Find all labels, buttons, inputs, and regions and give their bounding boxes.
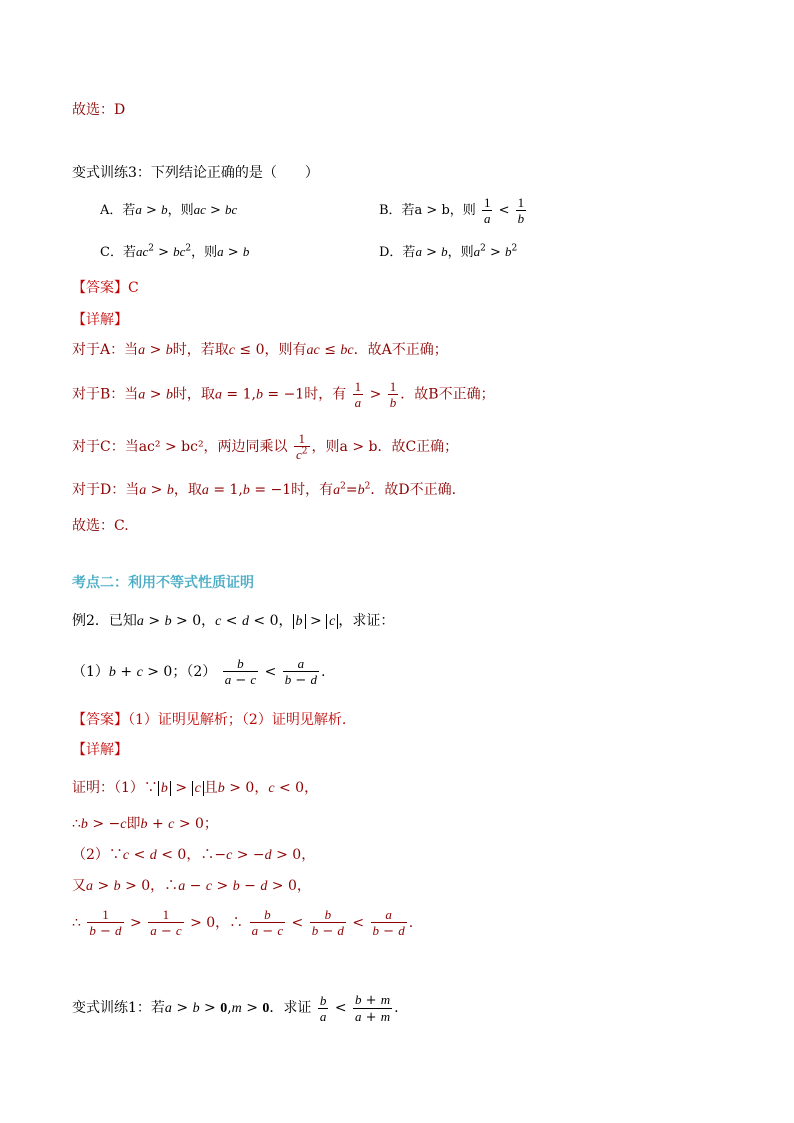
gu-xuan-prev: 故选：D bbox=[72, 102, 126, 118]
option-a: A．若a > b，则ac > bc bbox=[100, 202, 238, 218]
option-b-prefix: B．若a > b，则 bbox=[379, 203, 476, 218]
section-heading-2: 考点二：利用不等式性质证明 bbox=[72, 575, 254, 591]
fraction-a-over-b-minus-d-2: $\frac{a}{b - d}$ bbox=[372, 907, 405, 939]
fraction-1-over-a: $\frac{1}{a}$ bbox=[483, 195, 491, 226]
fraction-1-over-b-b: $\frac{1}{b}$ bbox=[389, 379, 397, 410]
example-2-parts: （1）b + c > 0；（2） $\frac{b}{a - c}$ < $\frac{a}{b - d}$ . bbox=[72, 656, 326, 688]
bianshi3-title: 变式训练3：下列结论正确的是（ ） bbox=[72, 165, 319, 181]
explain-b: 对于B：当a > b时，取a = 1,b = −1时，有 $\frac{1}{a}$ > $\frac{1}{b}$ ．故B不正确； bbox=[72, 379, 495, 410]
fraction-1-over-b: $\frac{1}{b}$ bbox=[517, 195, 525, 226]
example-2: 例2．已知a > b > 0，c < d < 0， b > c ，求证： bbox=[72, 613, 395, 629]
fraction-1-over-a-b: $\frac{1}{a}$ bbox=[354, 379, 362, 410]
fraction-1-over-a-minus-c: $\frac{1}{a - c}$ bbox=[150, 907, 182, 939]
fraction-b-over-a-minus-c: $\frac{b}{a - c}$ bbox=[224, 656, 257, 688]
proof-line-3: （2）∵c < d < 0，∴−c > −d > 0， bbox=[72, 847, 316, 863]
explain-c-prefix: 对于C：当ac² > bc²，两边同乘以 bbox=[72, 439, 288, 455]
fraction-b-over-a-minus-c-2: $\frac{b}{a - c}$ bbox=[251, 907, 284, 939]
proof-line-1: 证明：（1）∵ b > c 且b > 0，c < 0， bbox=[72, 780, 319, 796]
fraction-b-plus-m-over-a-plus-m: $\frac{b + m}{a + m}$ bbox=[355, 991, 391, 1025]
explain-d: 对于D：当a > b，取a = 1,b = −1时，有$a^2=b^2$．故D不正确. bbox=[72, 481, 457, 498]
answer-label-1: 【答案】C bbox=[72, 280, 139, 296]
option-c: C．若$ac^2 > bc^2$，则a > b bbox=[100, 243, 250, 260]
bianshi1: 变式训练1：若a > b > 0,m > 0．求证 $\frac{b}{a}$ < $\frac{b + m}{a + m}$ . bbox=[72, 991, 399, 1025]
proof-line-5: ∴ $\frac{1}{b - d}$ > $\frac{1}{a - c}$ > 0，∴ $\frac{b}{a - c}$ < $\frac{b}{b - d}$ < $\frac{a}{b - d}$ . bbox=[72, 907, 414, 939]
detail-label-1: 【详解】 bbox=[72, 312, 128, 328]
gu-xuan-c: 故选：C. bbox=[72, 518, 129, 534]
explain-a: 对于A：当a > b时，若取c ≤ 0，则有ac ≤ bc．故A不正确； bbox=[72, 342, 448, 358]
fraction-b-over-a: $\frac{b}{a}$ bbox=[319, 992, 327, 1024]
option-b: B．若a > b，则 $\frac{1}{a}$ < $\frac{1}{b}$ bbox=[379, 195, 525, 226]
option-d: D．若a > b，则$a^2 > b^2$ bbox=[379, 243, 518, 260]
explain-c-suffix: ，则a > b．故C正确； bbox=[311, 439, 459, 455]
explain-c bbox=[72, 432, 458, 462]
detail-label-2: 【详解】 bbox=[72, 742, 128, 758]
therefore-symbol: ∴ bbox=[72, 915, 81, 931]
fraction-1-over-c2: $\frac{1}{c^2}$ bbox=[296, 431, 308, 462]
fraction-a-over-b-minus-d: $\frac{a}{b - d}$ bbox=[284, 656, 317, 688]
fraction-1-over-b-minus-d: $\frac{1}{b - d}$ bbox=[89, 907, 122, 939]
fraction-b-over-b-minus-d: $\frac{b}{b - d}$ bbox=[311, 907, 344, 939]
proof-line-4: 又a > b > 0，∴a − c > b − d > 0， bbox=[72, 878, 311, 894]
explain-b-suffix: ．故B不正确； bbox=[400, 386, 495, 403]
answer-label-2: 【答案】（1）证明见解析；（2）证明见解析. bbox=[72, 712, 347, 728]
proof-line-2: ∴b > −c即b + c > 0； bbox=[72, 816, 218, 832]
